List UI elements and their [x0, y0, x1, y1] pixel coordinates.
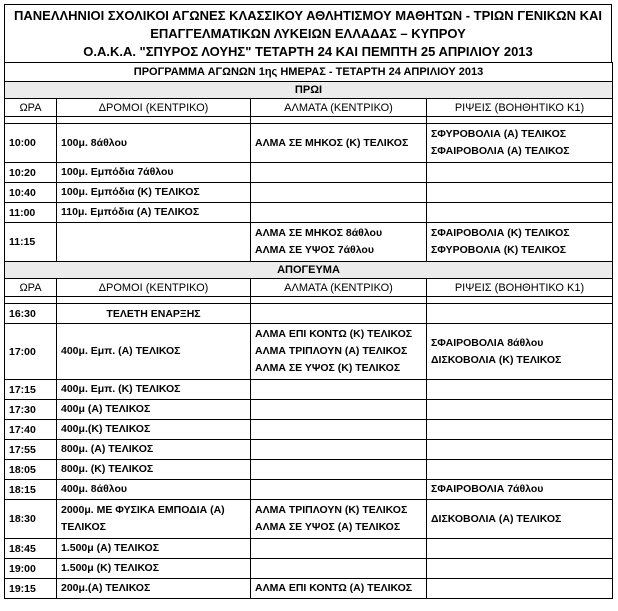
schedule-document: [4, 4, 612, 599]
runs-cell: [57, 559, 251, 579]
runs-cell: [57, 380, 251, 400]
ceremony-label: ΤΕΛΕΤΗ ΕΝΑΡΞΗΣ: [57, 304, 251, 324]
runs-event: 400μ. 8άθλου: [61, 483, 127, 495]
time-cell: 18:45: [5, 539, 57, 559]
schedule-row: [5, 500, 613, 539]
col-header-throws: ΡΙΨΕΙΣ (ΒΟΗΘΗΤΙΚΟ Κ1): [427, 279, 613, 297]
spacer-row: [5, 117, 613, 124]
schedule-row: [5, 460, 613, 480]
throws-cell: [427, 579, 613, 599]
schedule-row: [5, 559, 613, 579]
column-header-row-afternoon: [5, 279, 613, 297]
section-title-afternoon: ΑΠΟΓΕΥΜΑ: [5, 262, 613, 279]
throws-cell: [427, 124, 613, 163]
runs-cell: [57, 440, 251, 460]
col-header-jumps: ΑΛΜΑΤΑ (ΚΕΝΤΡΙΚΟ): [251, 279, 427, 297]
runs-cell: [57, 163, 251, 183]
jumps-cell: [251, 163, 427, 183]
throws-cell: [427, 203, 613, 223]
time-cell: 19:15: [5, 579, 57, 599]
throws-cell: [427, 539, 613, 559]
runs-cell: [57, 579, 251, 599]
program-row: [5, 63, 613, 82]
runs-event: 400μ. Εμπ. (Α) ΤΕΛΙΚΟΣ: [61, 345, 181, 357]
throws-event: ΔΙΣΚΟΒΟΛΙΑ (Α) ΤΕΛΙΚΟΣ: [431, 512, 562, 525]
jumps-event: ΑΛΜΑ ΣΕ ΜΗΚΟΣ 8άθλου: [255, 227, 383, 239]
jumps-event: ΑΛΜΑ ΕΠΙ ΚΟΝΤΩ (Α) ΤΕΛΙΚΟΣ: [255, 582, 413, 594]
runs-event: 2000μ. ΜΕ ΦΥΣΙΚΑ ΕΜΠΟΔΙΑ (Α): [61, 504, 225, 516]
time-cell: 10:40: [5, 183, 57, 203]
throws-event: ΣΦΥΡΟΒΟΛΙΑ (Α) ΤΕΛΙΚΟΣ: [431, 128, 567, 140]
jumps-cell: [251, 124, 427, 163]
runs-event: 110μ. Εμπόδια (Α) ΤΕΛΙΚΟΣ: [61, 206, 200, 218]
throws-event: ΣΦΑΙΡΟΒΟΛΙΑ (Α) ΤΕΛΙΚΟΣ: [431, 145, 570, 157]
jumps-cell: [251, 380, 427, 400]
runs-cell: [57, 420, 251, 440]
jumps-cell: [251, 324, 427, 380]
throws-cell: [427, 500, 613, 539]
jumps-cell: [251, 223, 427, 262]
title-line-1: ΠΑΝΕΛΛΗΝΙΟΙ ΣΧΟΛΙΚΟΙ ΑΓΩΝΕΣ ΚΛΑΣΣΙΚΟΥ ΑΘΛΗΤΙΣΜΟΥ ΜΑΘΗΤΩΝ - ΤΡΙΩΝ ΓΕΝΙΚΩΝ ΚΑΙ: [13, 8, 602, 23]
runs-cell: [57, 183, 251, 203]
jumps-cell: [251, 500, 427, 539]
section-title-morning: ΠΡΩΙ: [5, 82, 613, 99]
title-line-3: Ο.Α.Κ.Α. "ΣΠΥΡΟΣ ΛΟΥΗΣ" ΤΕΤΑΡΤΗ 24 ΚΑΙ ΠΕΜΠΤΗ 25 ΑΠΡΙΛΙΟΥ 2013: [83, 44, 533, 59]
time-cell: 18:15: [5, 480, 57, 500]
runs-cell: [57, 324, 251, 380]
schedule-row: [5, 223, 613, 262]
time-cell: 17:00: [5, 324, 57, 380]
jumps-event: ΑΛΜΑ ΣΕ ΥΨΟΣ (Κ) ΤΕΛΙΚΟΣ: [255, 362, 401, 374]
schedule-row: [5, 380, 613, 400]
throws-cell: [427, 480, 613, 500]
throws-cell: [427, 559, 613, 579]
ceremony-row: [5, 304, 613, 324]
runs-cell: [57, 124, 251, 163]
jumps-cell: [251, 579, 427, 599]
throws-cell: [427, 440, 613, 460]
time-cell: 10:00: [5, 124, 57, 163]
schedule-table: [4, 62, 613, 599]
section-row-afternoon: [5, 262, 613, 279]
runs-event: 800μ. (Α) ΤΕΛΙΚΟΣ: [61, 443, 154, 455]
throws-cell: [427, 324, 613, 380]
runs-event: ΤΕΛΙΚΟΣ: [61, 521, 106, 533]
schedule-row: [5, 324, 613, 380]
schedule-row: [5, 440, 613, 460]
schedule-row: [5, 400, 613, 420]
col-header-jumps: ΑΛΜΑΤΑ (ΚΕΝΤΡΙΚΟ): [251, 99, 427, 117]
time-cell: 17:30: [5, 400, 57, 420]
jumps-cell: [251, 183, 427, 203]
throws-event: ΣΦΑΙΡΟΒΟΛΙΑ (Κ) ΤΕΛΙΚΟΣ: [431, 227, 570, 239]
runs-event: 1.500μ (Κ) ΤΕΛΙΚΟΣ: [61, 562, 160, 574]
throws-cell: [427, 183, 613, 203]
column-header-row-morning: [5, 99, 613, 117]
runs-event: 800μ. (Κ) ΤΕΛΙΚΟΣ: [61, 463, 154, 475]
runs-event: 100μ. Εμπόδια (Κ) ΤΕΛΙΚΟΣ: [61, 186, 200, 198]
time-cell: 11:15: [5, 223, 57, 262]
throws-event: ΣΦΑΙΡΟΒΟΛΙΑ 7άθλου: [431, 483, 544, 495]
runs-event: 400μ. Εμπ. (Κ) ΤΕΛΙΚΟΣ: [61, 383, 181, 395]
jumps-cell: [251, 420, 427, 440]
title-line-2: ΕΠΑΓΓΕΛΜΑΤΙΚΩΝ ΛΥΚΕΙΩΝ ΕΛΛΑΔΑΣ – ΚΥΠΡΟΥ: [150, 26, 466, 41]
document-header: [4, 4, 612, 62]
schedule-row: [5, 124, 613, 163]
runs-event: 400μ.(Κ) ΤΕΛΙΚΟΣ: [61, 423, 151, 435]
throws-cell: [427, 460, 613, 480]
jumps-cell: [251, 480, 427, 500]
throws-cell: [427, 223, 613, 262]
runs-cell: [57, 500, 251, 539]
col-header-runs: ΔΡΟΜΟΙ (ΚΕΝΤΡΙΚΟ): [57, 99, 251, 117]
spacer-row: [5, 297, 613, 304]
time-cell: 19:00: [5, 559, 57, 579]
throws-event: ΔΙΣΚΟΒΟΛΙΑ (Κ) ΤΕΛΙΚΟΣ: [431, 353, 562, 366]
col-header-runs: ΔΡΟΜΟΙ (ΚΕΝΤΡΙΚΟ): [57, 279, 251, 297]
jumps-cell: [251, 400, 427, 420]
runs-event: 100μ. Εμπόδια 7άθλου: [61, 166, 174, 178]
throws-event: ΣΦΥΡΟΒΟΛΙΑ (Κ) ΤΕΛΙΚΟΣ: [431, 244, 567, 256]
time-cell: 18:05: [5, 460, 57, 480]
time-cell: 16:30: [5, 304, 57, 324]
col-header-time: ΩΡΑ: [5, 279, 57, 297]
program-title: ΠΡΟΓΡΑΜΜΑ ΑΓΩΝΩΝ 1ης ΗΜΕΡΑΣ - ΤΕΤΑΡΤΗ 24 ΑΠΡΙΛΙΟΥ 2013: [5, 63, 613, 82]
runs-event: 100μ. 8άθλου: [61, 136, 127, 149]
section-row-morning: [5, 82, 613, 99]
col-header-time: ΩΡΑ: [5, 99, 57, 117]
throws-cell: [427, 420, 613, 440]
time-cell: 17:15: [5, 380, 57, 400]
time-cell: 17:40: [5, 420, 57, 440]
jumps-event: ΑΛΜΑ ΣΕ ΥΨΟΣ (Α) ΤΕΛΙΚΟΣ: [255, 521, 401, 533]
jumps-event: ΑΛΜΑ ΕΠΙ ΚΟΝΤΩ (Κ) ΤΕΛΙΚΟΣ: [255, 328, 413, 340]
runs-cell: [57, 400, 251, 420]
schedule-row: [5, 183, 613, 203]
jumps-cell: [251, 460, 427, 480]
schedule-row: [5, 163, 613, 183]
throws-cell: [427, 163, 613, 183]
runs-event: 200μ.(Α) ΤΕΛΙΚΟΣ: [61, 582, 151, 594]
jumps-cell: [251, 304, 427, 324]
runs-cell: [57, 539, 251, 559]
jumps-event: ΑΛΜΑ ΤΡΙΠΛΟΥΝ (Κ) ΤΕΛΙΚΟΣ: [255, 504, 408, 516]
runs-event: 400μ (Α) ΤΕΛΙΚΟΣ: [61, 403, 151, 415]
runs-cell: [57, 203, 251, 223]
jumps-event: ΑΛΜΑ ΤΡΙΠΛΟΥΝ (Α) ΤΕΛΙΚΟΣ: [255, 345, 408, 357]
time-cell: 17:55: [5, 440, 57, 460]
runs-event: 1.500μ (Α) ΤΕΛΙΚΟΣ: [61, 542, 160, 554]
jumps-cell: [251, 440, 427, 460]
schedule-row: [5, 203, 613, 223]
time-cell: 10:20: [5, 163, 57, 183]
throws-cell: [427, 400, 613, 420]
schedule-row: [5, 420, 613, 440]
time-cell: 18:30: [5, 500, 57, 539]
col-header-throws: ΡΙΨΕΙΣ (ΒΟΗΘΗΤΙΚΟ Κ1): [427, 99, 613, 117]
jumps-event: ΑΛΜΑ ΣΕ ΥΨΟΣ 7άθλου: [255, 244, 374, 256]
jumps-cell: [251, 559, 427, 579]
throws-cell: [427, 380, 613, 400]
schedule-row: [5, 579, 613, 599]
throws-cell: [427, 304, 613, 324]
runs-cell: [57, 460, 251, 480]
jumps-cell: [251, 203, 427, 223]
jumps-cell: [251, 539, 427, 559]
schedule-row: [5, 480, 613, 500]
runs-cell: [57, 223, 251, 262]
throws-event: ΣΦΑΙΡΟΒΟΛΙΑ 8άθλου: [431, 336, 544, 349]
runs-cell: [57, 480, 251, 500]
time-cell: 11:00: [5, 203, 57, 223]
schedule-row: [5, 539, 613, 559]
jumps-event: ΑΛΜΑ ΣΕ ΜΗΚΟΣ (Κ) ΤΕΛΙΚΟΣ: [255, 136, 409, 149]
